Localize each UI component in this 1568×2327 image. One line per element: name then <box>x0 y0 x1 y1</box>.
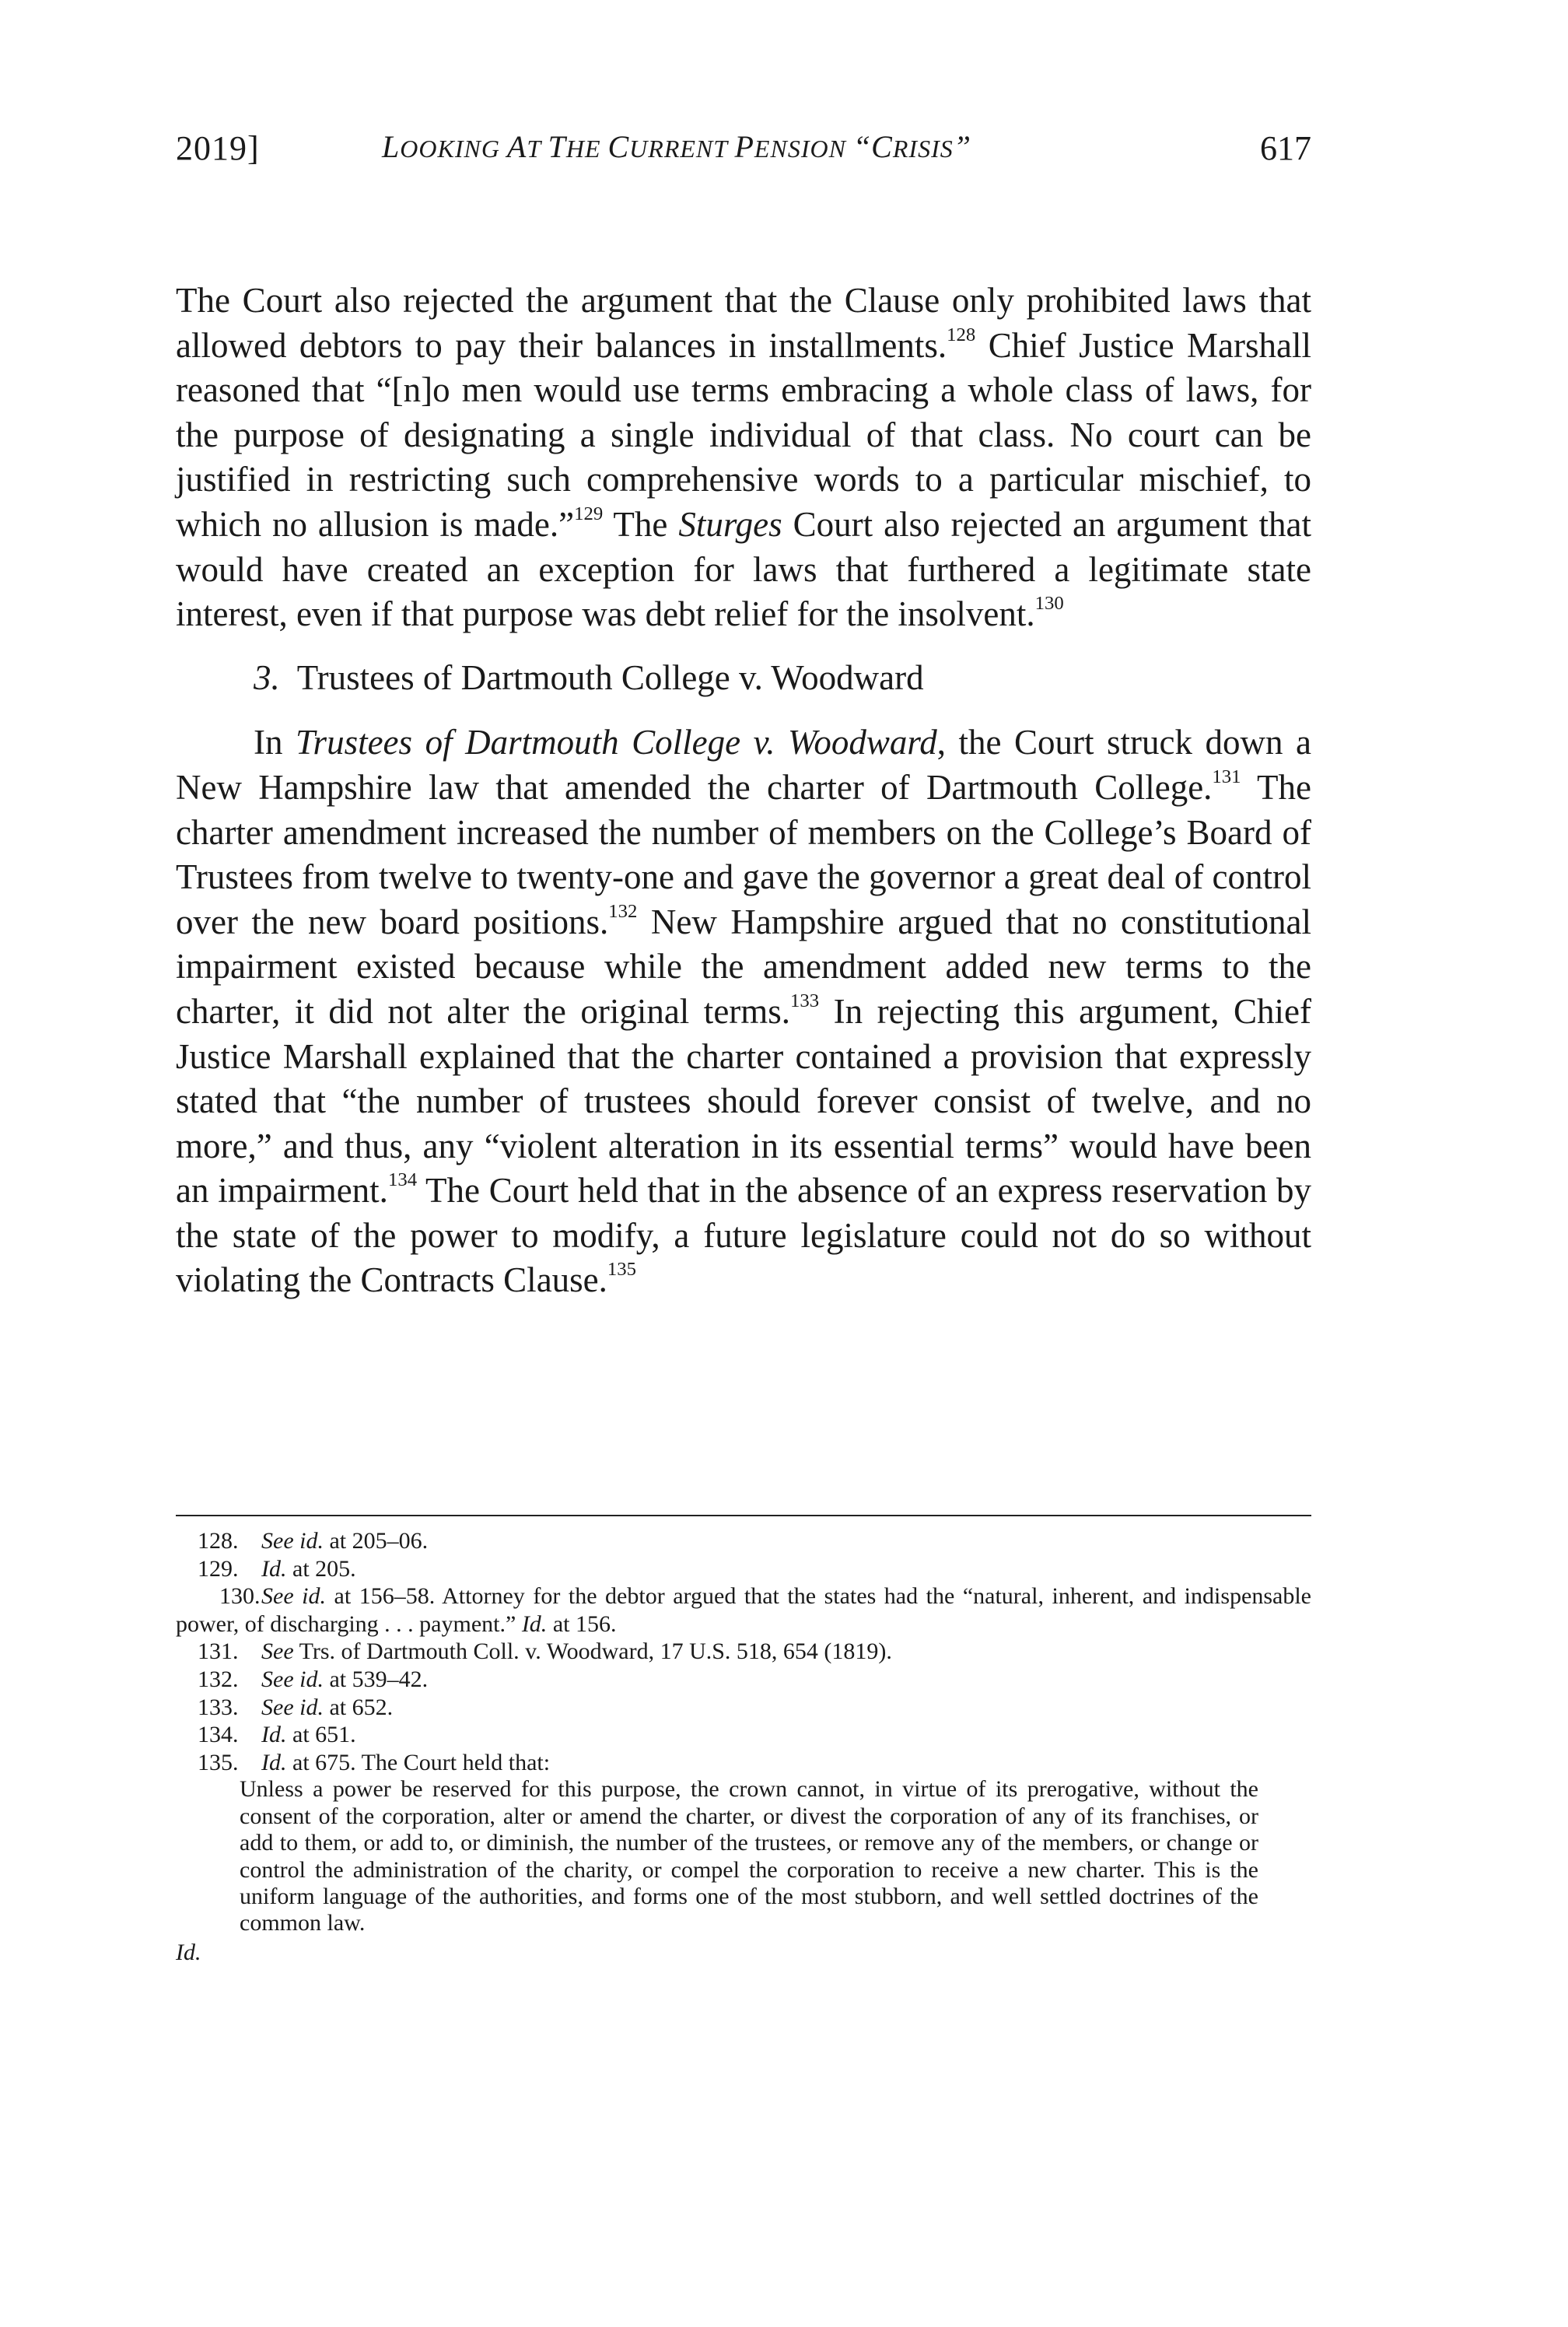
footnote-132: 132. See id. at 539–42. <box>198 1666 429 1692</box>
block-quote: Unless a power be reserved for this purpose, the crown cannot, in virtue of its prerogative, without the consent of the corporation, alter or amend the charter, or divest the corporation of any of its franchises, or add to them, or add to, or diminish, the number of the trustees, or remove any of the members, or change or control the administration of the charity, or compel the corporation to receive a new charter. This is the uniform language of the authorities, and forms one of the most stubborn, and well settled doctrines of the common law. <box>240 1776 1258 1936</box>
footnote-128: 128. See id. at 205–06. <box>198 1528 429 1554</box>
footnote-ref[interactable]: 133 <box>790 990 820 1011</box>
page-number: 617 <box>1260 129 1311 167</box>
main-text <box>176 279 1311 1303</box>
footnote-ref[interactable]: 129 <box>574 503 604 524</box>
footnote-ref[interactable]: 128 <box>947 324 976 345</box>
paragraph-dartmouth: In Trustees of Dartmouth College v. Woodward, the Court struck down a New Hampshire law that amended the charter of Dartmouth College.$^{131}$ The charter amendment increased the number of members on the College’s Board of Trustees from twelve to twenty-one and gave the governor a great deal of control over the new board positions.$^{132}$ New Hampshire argued that no constitutional impairment existed because while the amendment added new terms to the charter, it did not alter the original terms.$^{133}$ In rejecting this argument, Chief Justice Marshall explained that the charter contained a provision that expressly stated that “the number of trustees should forever consist of twelve, and no more,” and thus, any “violent alteration in its essential terms” would have been an impairment.$^{134}$ The Court held that in the absence of an express reservation by the state of the power to modify, a future legislature could not do so without violating the Contracts Clause.$^{135}$ <box>176 723 1312 1300</box>
footnote-ref[interactable]: 135 <box>607 1259 637 1281</box>
footnote-ref[interactable]: 130 <box>1034 593 1064 615</box>
running-header <box>176 128 1311 183</box>
header-title: LOOKING AT THE CURRENT PENSION “CRISIS” <box>382 129 971 164</box>
quote-citation: Id. <box>176 1939 201 1965</box>
footnote-131: 131. See Trs. of Dartmouth Coll. v. Woodward, 17 U.S. 518, 654 (1819). <box>198 1638 892 1665</box>
footnotes <box>176 1527 1311 1966</box>
header-year: 2019] <box>176 129 260 167</box>
footnote-130: 130.See id. at 156–58. Attorney for the debtor argued that the states had the “natural, inherent, and indispensable power, of discharging . . . payment.” Id. at 156. <box>176 1583 1311 1637</box>
footnote-divider <box>176 1515 1311 1516</box>
footnote-ref[interactable]: 132 <box>608 900 638 922</box>
paragraph-sturges: The Court also rejected the argument that the Clause only prohibited laws that allowed debtors to pay their balances in installments.$^{128}$ Chief Justice Marshall reasoned that “[n]o men would use terms embracing a whole class of laws, for the purpose of designating a single individual of that class. No court can be justified in restricting such comprehensive words to a particular mischief, to which no allusion is made.”$^{129}$ The Sturges Court also rejected an argument that would have created an exception for laws that furthered a legitimate state interest, even if that purpose was debt relief for the insolvent.$^{130}$ <box>176 281 1311 634</box>
footnote-133: 133. See id. at 652. <box>198 1694 394 1720</box>
section-subheading: 3. Trustees of Dartmouth College v. Woodward <box>254 657 924 697</box>
footnote-135: 135. Id. at 675. The Court held that: <box>198 1749 551 1775</box>
footnote-ref[interactable]: 131 <box>1212 766 1241 787</box>
footnote-134: 134. Id. at 651. <box>198 1722 356 1748</box>
footnote-ref[interactable]: 134 <box>387 1169 418 1191</box>
footnote-129: 129. Id. at 205. <box>198 1555 356 1582</box>
